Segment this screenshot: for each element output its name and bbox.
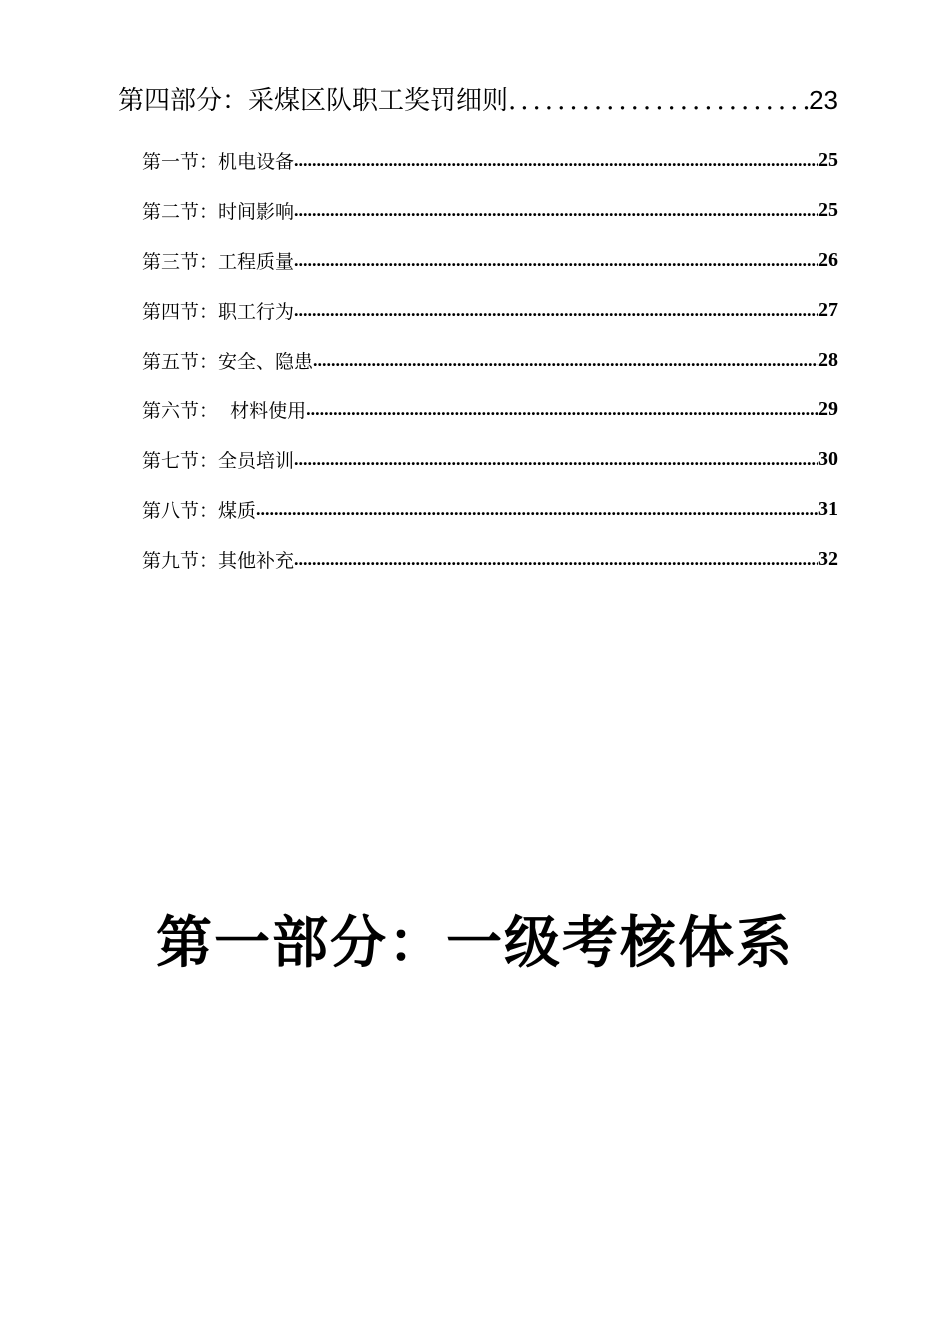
toc-dot-leader — [294, 300, 818, 321]
toc-dot-leader — [306, 399, 818, 420]
toc-section-title: 第一节：机电设备 — [142, 151, 295, 174]
toc-dot-leader — [294, 250, 818, 271]
toc-section-entry[interactable] — [142, 236, 838, 286]
toc-section-title: 第五节：安全、隐患 — [142, 350, 314, 373]
toc-section-title: 第二节：时间影响 — [142, 201, 295, 224]
toc-dot-leader — [313, 350, 818, 371]
toc-dot-leader — [294, 200, 818, 221]
toc-section-page-number: 25 — [818, 199, 838, 222]
toc-section-page-number: 32 — [818, 547, 838, 570]
toc-dot-leader — [294, 549, 818, 570]
toc-section-page-number: 29 — [818, 398, 838, 421]
toc-section-list — [142, 136, 838, 584]
toc-section-title: 第三节：工程质量 — [142, 250, 295, 273]
toc-section-title: 第六节： 材料使用 — [142, 400, 307, 423]
toc-section-entry[interactable] — [142, 385, 838, 435]
toc-section-page-number: 25 — [818, 149, 838, 172]
toc-section-page-number: 28 — [818, 348, 838, 371]
toc-dot-leader — [294, 150, 818, 171]
toc-section-title: 第四节：职工行为 — [142, 300, 295, 323]
toc-section-page-number: 30 — [818, 448, 838, 471]
toc-section-title: 第七节：全员培训 — [142, 450, 295, 473]
toc-section-entry[interactable] — [142, 485, 838, 535]
toc-section-title: 第九节：其他补充 — [142, 549, 295, 572]
toc-section-title: 第八节：煤质 — [142, 499, 257, 522]
toc-section-page-number: 27 — [818, 298, 838, 321]
toc-section-entry[interactable] — [142, 534, 838, 584]
toc-part-page-number: 23 — [809, 85, 838, 115]
toc-section-entry[interactable] — [142, 285, 838, 335]
toc-dot-leader — [256, 499, 818, 520]
toc-part-entry[interactable] — [118, 80, 838, 120]
toc-section-page-number: 26 — [818, 248, 838, 271]
part-heading: 第一部分：一级考核体系 — [156, 910, 794, 976]
toc-section-entry[interactable] — [142, 335, 838, 385]
toc-section-page-number: 31 — [818, 497, 838, 520]
toc-dot-leader — [508, 81, 809, 121]
toc-section-entry[interactable] — [142, 136, 838, 186]
toc-section-entry[interactable] — [142, 186, 838, 236]
toc-part-title: 第四部分：采煤区队职工奖罚细则 — [118, 86, 509, 116]
toc-section-entry[interactable] — [142, 435, 838, 485]
toc-dot-leader — [294, 449, 818, 470]
